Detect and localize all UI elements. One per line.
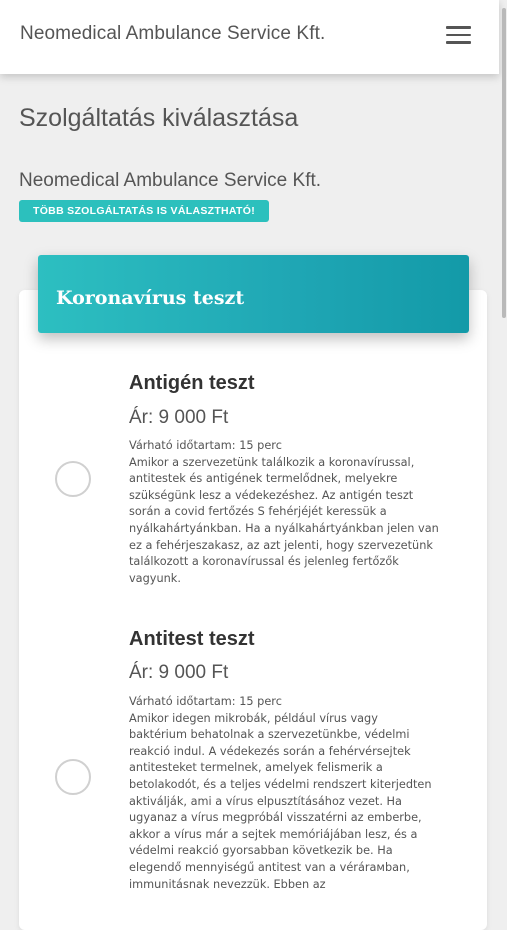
service-duration: Várható időtartam: 15 perc (129, 695, 282, 708)
service-duration: Várható időtartam: 15 perc (129, 439, 282, 452)
service-price: Ár: 9 000 Ft (129, 662, 229, 683)
service-description (129, 694, 439, 893)
app-header (0, 0, 499, 74)
category-header (38, 255, 469, 333)
scrollbar[interactable] (502, 8, 506, 318)
service-text: Amikor a szervezetünk találkozik a koronavírussal, antitestek és antigének termelődnek, melyekre szükségünk lesz a védekezéshez. Az antigén teszt során a covid fertőzés S fehérjéjét keressük a nyálkahártyánkban. Ha a nyálkahártyánkban jelen van ez a fehérjeszakasz, az azt jelenti, hogy szervezetünk találkozott a koronavírussal és jelenleg fertőzők vagyunk. (129, 455, 439, 585)
page-title: Szolgáltatás kiválasztása (19, 104, 299, 132)
service-title: Antitest teszt (129, 628, 255, 650)
service-text: Amikor idegen mikrobák, például vírus vagy baktérium behatolnak a szervezetünkbe, védelmi reakció indul. A védekezés során a fehérvérsejtek antitesteket termelnek, amelyek felismerik a betolakodót, és a teljes védelmi rendszert kiterjedten aktiválják, ami a vírus elpusztításához vezet. Ha ugyanaz a vírus megpróbál visszatérni az emberbe, akkor a vírus már a sejtek memóriájában lesz, és a védelmi reakció gyorsabban következik be. Ha elegendő mennyiségű antitest van a vérárамban, immunitásnak nevezzük. Ebben az (129, 711, 432, 891)
service-title: Antigén teszt (129, 372, 255, 394)
multi-select-badge: TÖBB SZOLGÁLTATÁS IS VÁLASZTHATÓ! (19, 200, 269, 222)
provider-name: Neomedical Ambulance Service Kft. (19, 170, 322, 191)
service-description (129, 438, 439, 587)
hamburger-menu-icon[interactable] (443, 24, 473, 46)
service-radio-antitest[interactable] (55, 759, 91, 795)
category-title: Koronavírus teszt (56, 287, 245, 309)
service-radio-antigen[interactable] (55, 461, 91, 497)
service-price: Ár: 9 000 Ft (129, 407, 229, 428)
header-title: Neomedical Ambulance Service Kft. (20, 23, 326, 44)
